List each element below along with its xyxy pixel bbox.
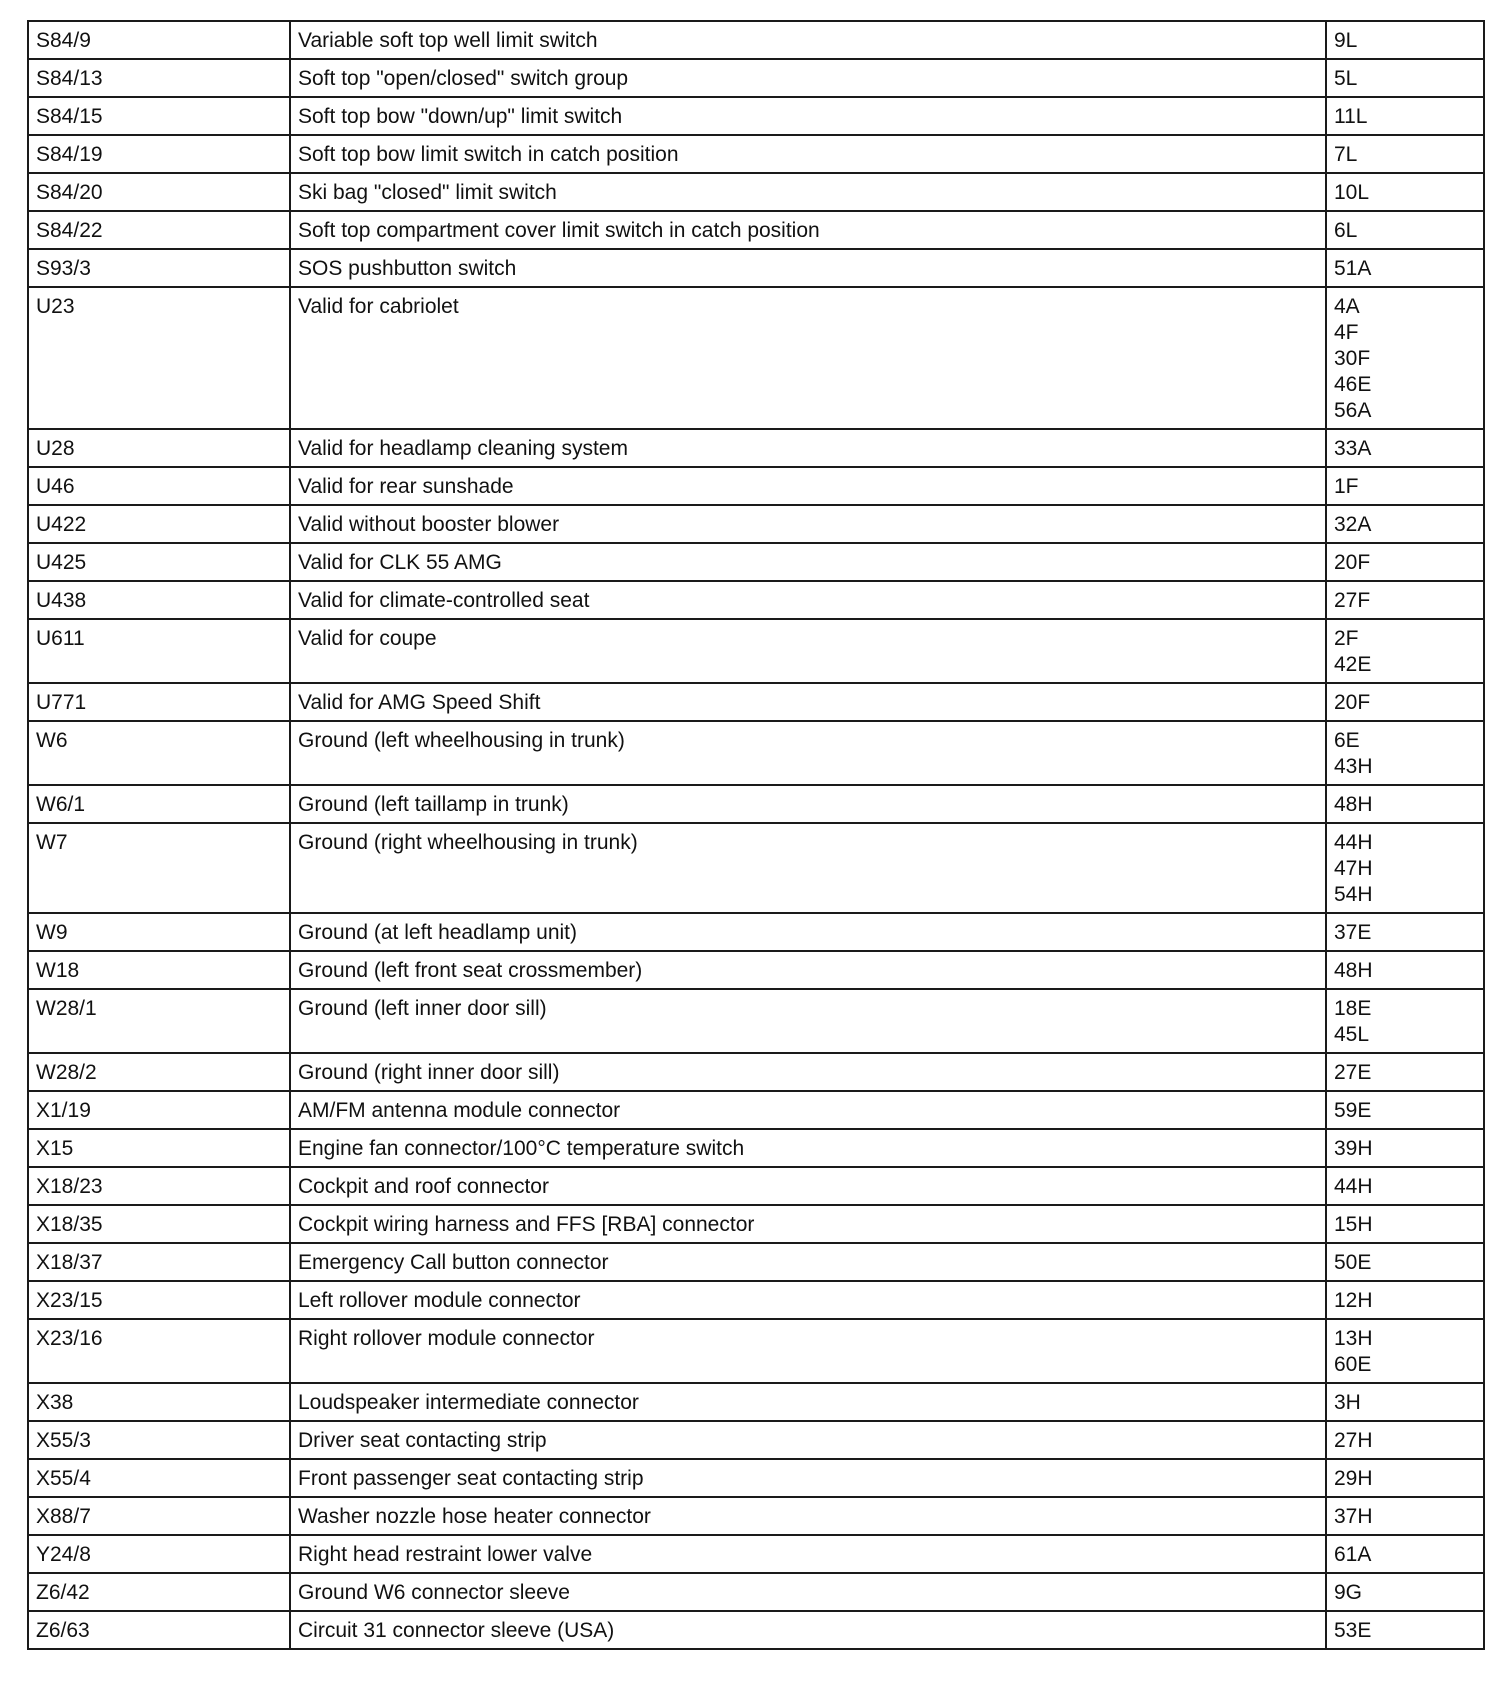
table-row xyxy=(28,543,1484,581)
grid-location-value: 30F xyxy=(1334,347,1371,370)
component-description-cell: Soft top bow limit switch in catch position xyxy=(290,135,1326,173)
component-description-cell: AM/FM antenna module connector xyxy=(290,1091,1326,1129)
table-row xyxy=(28,1573,1484,1611)
component-code-cell: U425 xyxy=(28,543,290,581)
grid-location-value: 4A xyxy=(1334,295,1360,318)
grid-location-cell xyxy=(1326,1167,1484,1205)
component-description-cell: Soft top "open/closed" switch group xyxy=(290,59,1326,97)
component-code-cell: X1/19 xyxy=(28,1091,290,1129)
component-description-cell: Valid for coupe xyxy=(290,619,1326,683)
grid-location-value: 3H xyxy=(1334,1391,1361,1414)
grid-location-cell xyxy=(1326,1535,1484,1573)
table-row xyxy=(28,59,1484,97)
component-code-cell: U422 xyxy=(28,505,290,543)
grid-location-value: 61A xyxy=(1334,1543,1372,1566)
grid-location-cell xyxy=(1326,59,1484,97)
component-description-cell: Front passenger seat contacting strip xyxy=(290,1459,1326,1497)
component-code-cell: X18/37 xyxy=(28,1243,290,1281)
grid-location-value: 45L xyxy=(1334,1023,1370,1046)
grid-location-cell xyxy=(1326,543,1484,581)
component-code-cell: S84/22 xyxy=(28,211,290,249)
grid-location-value: 44H xyxy=(1334,1175,1373,1198)
component-description-cell: Soft top compartment cover limit switch in catch position xyxy=(290,211,1326,249)
component-code-cell: X55/3 xyxy=(28,1421,290,1459)
component-description-cell: Right rollover module connector xyxy=(290,1319,1326,1383)
grid-location-value: 11L xyxy=(1334,105,1368,128)
component-code-cell: W6 xyxy=(28,721,290,785)
grid-location-cell xyxy=(1326,951,1484,989)
grid-location-cell xyxy=(1326,97,1484,135)
grid-location-value: 4F xyxy=(1334,321,1359,344)
table-row xyxy=(28,135,1484,173)
grid-location-cell xyxy=(1326,581,1484,619)
component-code-cell: X18/23 xyxy=(28,1167,290,1205)
component-description-cell: Left rollover module connector xyxy=(290,1281,1326,1319)
grid-location-value: 1F xyxy=(1334,475,1359,498)
grid-location-value: 12H xyxy=(1334,1289,1373,1312)
table-row xyxy=(28,1129,1484,1167)
table-row xyxy=(28,1459,1484,1497)
component-code-cell: Z6/42 xyxy=(28,1573,290,1611)
component-description-cell: Soft top bow "down/up" limit switch xyxy=(290,97,1326,135)
grid-location-cell xyxy=(1326,173,1484,211)
component-description-cell: Ground (right inner door sill) xyxy=(290,1053,1326,1091)
grid-location-value: 6E xyxy=(1334,729,1360,752)
component-description-cell: Ground (left wheelhousing in trunk) xyxy=(290,721,1326,785)
component-legend-table xyxy=(27,20,1485,1650)
grid-location-cell xyxy=(1326,1573,1484,1611)
component-code-cell: W28/1 xyxy=(28,989,290,1053)
legend-table-body xyxy=(28,21,1484,1649)
component-description-cell: Valid for headlamp cleaning system xyxy=(290,429,1326,467)
grid-location-cell xyxy=(1326,913,1484,951)
table-row xyxy=(28,951,1484,989)
table-row xyxy=(28,1383,1484,1421)
component-description-cell: Valid for rear sunshade xyxy=(290,467,1326,505)
grid-location-cell xyxy=(1326,1497,1484,1535)
component-code-cell: Y24/8 xyxy=(28,1535,290,1573)
component-code-cell: W7 xyxy=(28,823,290,913)
grid-location-value: 51A xyxy=(1334,257,1372,280)
table-row xyxy=(28,429,1484,467)
component-code-cell: U23 xyxy=(28,287,290,429)
grid-location-value: 43H xyxy=(1334,755,1373,778)
component-description-cell: Valid for CLK 55 AMG xyxy=(290,543,1326,581)
grid-location-cell xyxy=(1326,1129,1484,1167)
grid-location-cell xyxy=(1326,1611,1484,1649)
grid-location-value: 10L xyxy=(1334,181,1370,204)
grid-location-value: 59E xyxy=(1334,1099,1372,1122)
grid-location-value: 27F xyxy=(1334,589,1371,612)
component-code-cell: U771 xyxy=(28,683,290,721)
component-description-cell: Variable soft top well limit switch xyxy=(290,21,1326,59)
grid-location-cell xyxy=(1326,823,1484,913)
grid-location-cell xyxy=(1326,1053,1484,1091)
component-description-cell: Circuit 31 connector sleeve (USA) xyxy=(290,1611,1326,1649)
grid-location-cell xyxy=(1326,683,1484,721)
component-code-cell: S84/20 xyxy=(28,173,290,211)
grid-location-cell xyxy=(1326,211,1484,249)
grid-location-value: 18E xyxy=(1334,997,1372,1020)
component-code-cell: S84/9 xyxy=(28,21,290,59)
grid-location-value: 54H xyxy=(1334,883,1373,906)
grid-location-value: 33A xyxy=(1334,437,1372,460)
table-row xyxy=(28,1421,1484,1459)
component-code-cell: X18/35 xyxy=(28,1205,290,1243)
grid-location-cell xyxy=(1326,135,1484,173)
component-description-cell: Ground (right wheelhousing in trunk) xyxy=(290,823,1326,913)
table-row xyxy=(28,1497,1484,1535)
grid-location-value: 5L xyxy=(1334,67,1358,90)
grid-location-value: 2F xyxy=(1334,627,1359,650)
grid-location-value: 42E xyxy=(1334,653,1372,676)
grid-location-cell xyxy=(1326,1281,1484,1319)
table-row xyxy=(28,211,1484,249)
component-code-cell: U438 xyxy=(28,581,290,619)
component-code-cell: U611 xyxy=(28,619,290,683)
component-code-cell: S84/15 xyxy=(28,97,290,135)
table-row xyxy=(28,913,1484,951)
grid-location-value: 47H xyxy=(1334,857,1373,880)
grid-location-value: 39H xyxy=(1334,1137,1373,1160)
grid-location-cell xyxy=(1326,467,1484,505)
component-code-cell: W28/2 xyxy=(28,1053,290,1091)
component-description-cell: Loudspeaker intermediate connector xyxy=(290,1383,1326,1421)
grid-location-cell xyxy=(1326,619,1484,683)
table-row xyxy=(28,287,1484,429)
component-description-cell: Emergency Call button connector xyxy=(290,1243,1326,1281)
component-code-cell: X55/4 xyxy=(28,1459,290,1497)
grid-location-cell xyxy=(1326,1383,1484,1421)
grid-location-value: 46E xyxy=(1334,373,1372,396)
grid-location-cell xyxy=(1326,785,1484,823)
table-row xyxy=(28,1053,1484,1091)
component-description-cell: Ground (left inner door sill) xyxy=(290,989,1326,1053)
grid-location-cell xyxy=(1326,1205,1484,1243)
grid-location-cell xyxy=(1326,1243,1484,1281)
grid-location-cell xyxy=(1326,1091,1484,1129)
table-row xyxy=(28,823,1484,913)
table-row xyxy=(28,989,1484,1053)
component-description-cell: Ground (at left headlamp unit) xyxy=(290,913,1326,951)
grid-location-value: 56A xyxy=(1334,399,1372,422)
grid-location-cell xyxy=(1326,1459,1484,1497)
grid-location-cell xyxy=(1326,505,1484,543)
grid-location-value: 29H xyxy=(1334,1467,1373,1490)
table-row xyxy=(28,785,1484,823)
grid-location-value: 37H xyxy=(1334,1505,1373,1528)
table-row xyxy=(28,1535,1484,1573)
component-description-cell: Valid for cabriolet xyxy=(290,287,1326,429)
grid-location-cell xyxy=(1326,1319,1484,1383)
grid-location-value: 27H xyxy=(1334,1429,1373,1452)
table-row xyxy=(28,97,1484,135)
component-code-cell: S93/3 xyxy=(28,249,290,287)
grid-location-value: 15H xyxy=(1334,1213,1373,1236)
grid-location-cell xyxy=(1326,249,1484,287)
component-description-cell: Valid for AMG Speed Shift xyxy=(290,683,1326,721)
component-code-cell: W6/1 xyxy=(28,785,290,823)
component-code-cell: W18 xyxy=(28,951,290,989)
grid-location-value: 7L xyxy=(1334,143,1358,166)
table-row xyxy=(28,1243,1484,1281)
table-row xyxy=(28,173,1484,211)
component-code-cell: S84/13 xyxy=(28,59,290,97)
component-description-cell: Driver seat contacting strip xyxy=(290,1421,1326,1459)
table-row xyxy=(28,581,1484,619)
component-code-cell: W9 xyxy=(28,913,290,951)
component-description-cell: SOS pushbutton switch xyxy=(290,249,1326,287)
table-row xyxy=(28,721,1484,785)
component-description-cell: Ground (left front seat crossmember) xyxy=(290,951,1326,989)
table-row xyxy=(28,1611,1484,1649)
component-description-cell: Ground W6 connector sleeve xyxy=(290,1573,1326,1611)
grid-location-value: 48H xyxy=(1334,959,1373,982)
table-row xyxy=(28,505,1484,543)
component-description-cell: Right head restraint lower valve xyxy=(290,1535,1326,1573)
grid-location-value: 9L xyxy=(1334,29,1358,52)
grid-location-value: 27E xyxy=(1334,1061,1372,1084)
component-description-cell: Valid for climate-controlled seat xyxy=(290,581,1326,619)
component-code-cell: X15 xyxy=(28,1129,290,1167)
grid-location-cell xyxy=(1326,1421,1484,1459)
table-row xyxy=(28,683,1484,721)
table-row xyxy=(28,21,1484,59)
grid-location-cell xyxy=(1326,429,1484,467)
grid-location-cell xyxy=(1326,721,1484,785)
component-description-cell: Cockpit and roof connector xyxy=(290,1167,1326,1205)
grid-location-value: 13H xyxy=(1334,1327,1373,1350)
grid-location-cell xyxy=(1326,21,1484,59)
grid-location-value: 9G xyxy=(1334,1581,1363,1604)
component-description-cell: Valid without booster blower xyxy=(290,505,1326,543)
component-code-cell: X23/16 xyxy=(28,1319,290,1383)
grid-location-cell xyxy=(1326,287,1484,429)
grid-location-cell xyxy=(1326,989,1484,1053)
component-description-cell: Cockpit wiring harness and FFS [RBA] connector xyxy=(290,1205,1326,1243)
component-code-cell: U46 xyxy=(28,467,290,505)
grid-location-value: 50E xyxy=(1334,1251,1372,1274)
grid-location-value: 53E xyxy=(1334,1619,1372,1642)
table-row xyxy=(28,467,1484,505)
table-row xyxy=(28,249,1484,287)
component-code-cell: Z6/63 xyxy=(28,1611,290,1649)
grid-location-value: 37E xyxy=(1334,921,1372,944)
grid-location-value: 20F xyxy=(1334,691,1371,714)
grid-location-value: 6L xyxy=(1334,219,1358,242)
grid-location-value: 20F xyxy=(1334,551,1371,574)
component-code-cell: U28 xyxy=(28,429,290,467)
component-code-cell: X88/7 xyxy=(28,1497,290,1535)
grid-location-value: 44H xyxy=(1334,831,1373,854)
component-description-cell: Ground (left taillamp in trunk) xyxy=(290,785,1326,823)
table-row xyxy=(28,1167,1484,1205)
component-code-cell: S84/19 xyxy=(28,135,290,173)
document-page xyxy=(27,20,1483,1650)
component-description-cell: Engine fan connector/100°C temperature switch xyxy=(290,1129,1326,1167)
grid-location-value: 60E xyxy=(1334,1353,1372,1376)
table-row xyxy=(28,1091,1484,1129)
component-description-cell: Washer nozzle hose heater connector xyxy=(290,1497,1326,1535)
grid-location-value: 32A xyxy=(1334,513,1372,536)
table-row xyxy=(28,1319,1484,1383)
table-row xyxy=(28,1205,1484,1243)
component-description-cell: Ski bag "closed" limit switch xyxy=(290,173,1326,211)
component-code-cell: X23/15 xyxy=(28,1281,290,1319)
table-row xyxy=(28,619,1484,683)
grid-location-value: 48H xyxy=(1334,793,1373,816)
component-code-cell: X38 xyxy=(28,1383,290,1421)
table-row xyxy=(28,1281,1484,1319)
